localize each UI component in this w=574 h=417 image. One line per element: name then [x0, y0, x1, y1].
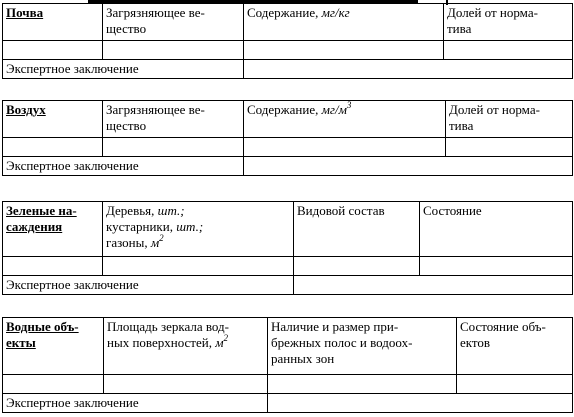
- greenery-conclusion-row: [3, 276, 573, 295]
- soil-content-cell: [244, 4, 444, 41]
- greenery-items-line1-text: Деревья,: [106, 203, 158, 218]
- soil-content-label: Содержание,: [247, 5, 322, 20]
- air-content-unit: мг/м: [321, 102, 347, 117]
- soil-pollutant-cell: [103, 4, 244, 41]
- water-area-line2-sup: 2: [223, 333, 228, 343]
- water-header-row: [3, 318, 573, 375]
- soil-content-unit: мг/кг: [321, 5, 350, 20]
- air-header-row: [3, 101, 573, 138]
- greenery-header-row: [3, 202, 573, 257]
- greenery-data-cell: [3, 257, 103, 276]
- air-object-label: Воздух: [6, 102, 46, 117]
- water-data-row: [3, 375, 573, 394]
- soil-data-cell: [444, 41, 573, 60]
- air-conclusion-value: [244, 157, 573, 176]
- soil-norm-line1: Долей от норма-: [447, 5, 538, 20]
- water-area-line2-text: ных поверхностей,: [107, 335, 216, 350]
- water-zones-line2: брежных полос и водоох-: [271, 335, 413, 350]
- soil-data-row: [3, 41, 573, 60]
- greenery-conclusion-label: Экспертное заключение: [3, 276, 294, 295]
- water-area-cell: [104, 318, 268, 375]
- greenery-object-cell: [3, 202, 103, 257]
- greenery-table: [2, 201, 573, 295]
- water-zones-line1: Наличие и размер при-: [271, 319, 399, 334]
- air-data-cell: [3, 138, 103, 157]
- soil-data-cell: [103, 41, 244, 60]
- greenery-items-line2-text: кустарники,: [106, 219, 177, 234]
- soil-object-cell: [3, 4, 103, 41]
- greenery-items-line2-unit: шт.;: [176, 219, 204, 234]
- water-data-cell: [104, 375, 268, 394]
- soil-data-cell: [244, 41, 444, 60]
- soil-pollutant-line2: щество: [106, 21, 147, 36]
- air-pollutant-line2: щество: [106, 118, 147, 133]
- water-zones-cell: [268, 318, 457, 375]
- soil-object-label: Почва: [6, 5, 44, 20]
- air-data-row: [3, 138, 573, 157]
- greenery-species-label: Видовой состав: [297, 203, 385, 218]
- soil-table: [2, 3, 573, 79]
- water-state-line1: Состояние объ-: [460, 319, 546, 334]
- soil-header-row: [3, 4, 573, 41]
- air-data-cell: [244, 138, 446, 157]
- water-conclusion-value: [268, 394, 573, 413]
- greenery-items-line1-unit: шт.;: [157, 203, 185, 218]
- water-state-cell: [457, 318, 573, 375]
- greenery-species-cell: [294, 202, 420, 257]
- air-conclusion-label: Экспертное заключение: [3, 157, 244, 176]
- greenery-conclusion-value: [294, 276, 573, 295]
- soil-conclusion-label: Экспертное заключение: [3, 60, 244, 79]
- air-data-cell: [103, 138, 244, 157]
- water-area-line1: Площадь зеркала вод-: [107, 319, 229, 334]
- water-conclusion-row: [3, 394, 573, 413]
- greenery-state-label: Состояние: [423, 203, 482, 218]
- air-table: [2, 100, 573, 176]
- water-conclusion-label: Экспертное заключение: [3, 394, 268, 413]
- air-norm-cell: [446, 101, 573, 138]
- water-data-cell: [3, 375, 104, 394]
- water-data-cell: [457, 375, 573, 394]
- soil-pollutant-line1: Загрязняющее ве-: [106, 5, 205, 20]
- air-object-cell: [3, 101, 103, 138]
- air-norm-line1: Долей от норма-: [449, 102, 540, 117]
- greenery-data-row: [3, 257, 573, 276]
- greenery-items-line3-unit: м: [150, 235, 160, 250]
- air-data-cell: [446, 138, 573, 157]
- greenery-state-cell: [420, 202, 573, 257]
- air-content-unit-sup: 3: [346, 100, 352, 110]
- air-content-cell: [244, 101, 446, 138]
- greenery-data-cell: [294, 257, 420, 276]
- greenery-data-cell: [103, 257, 294, 276]
- greenery-items-line3-text: газоны,: [106, 235, 151, 250]
- greenery-object-line1: Зеленые на-: [6, 203, 77, 218]
- soil-norm-line2: тива: [447, 21, 472, 36]
- water-object-cell: [3, 318, 104, 375]
- soil-conclusion-value: [244, 60, 573, 79]
- water-data-cell: [268, 375, 457, 394]
- soil-norm-cell: [444, 4, 573, 41]
- greenery-items-line3-sup: 2: [159, 233, 164, 243]
- water-object-line2: екты: [6, 335, 36, 350]
- water-zones-line3: ранных зон: [271, 351, 335, 366]
- water-state-line2: ектов: [460, 335, 491, 350]
- soil-conclusion-row: [3, 60, 573, 79]
- air-conclusion-row: [3, 157, 573, 176]
- air-pollutant-cell: [103, 101, 244, 138]
- air-norm-line2: тива: [449, 118, 474, 133]
- air-pollutant-line1: Загрязняющее ве-: [106, 102, 205, 117]
- greenery-items-cell: [103, 202, 294, 257]
- air-content-label: Содержание,: [247, 102, 322, 117]
- water-table: [2, 317, 573, 413]
- greenery-data-cell: [420, 257, 573, 276]
- greenery-object-line2: саждения: [6, 219, 63, 234]
- soil-data-cell: [3, 41, 103, 60]
- water-area-line2-unit: м: [215, 335, 224, 350]
- water-object-line1: Водные объ-: [6, 319, 79, 334]
